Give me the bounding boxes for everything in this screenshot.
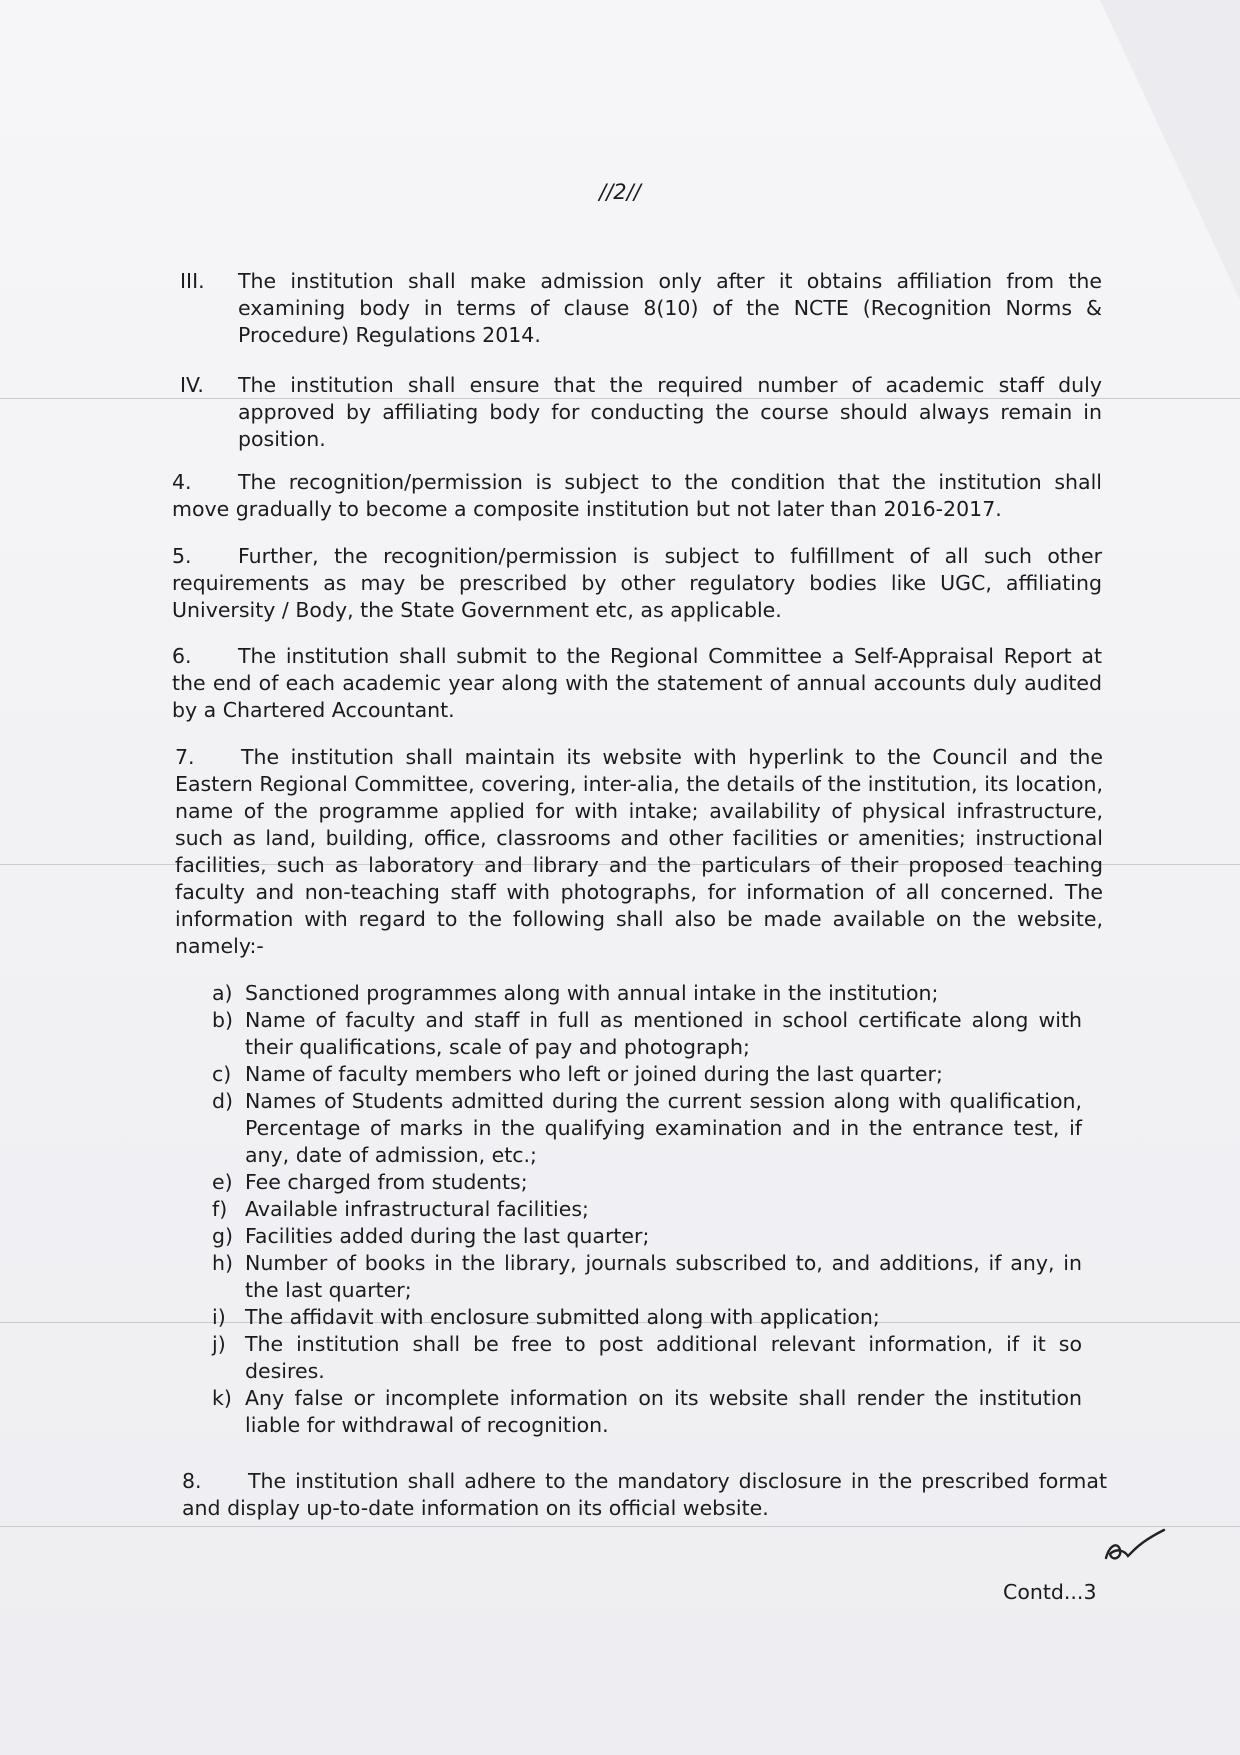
paragraph-number: 5. — [172, 544, 192, 568]
list-item: c) Name of faculty members who left or joined during the last quarter; — [212, 1062, 943, 1086]
folded-corner — [1100, 0, 1240, 300]
paragraph-text: Further, the recognition/permission is subject to fulfillment of all such other requirements as may be prescribed by other regulatory bodies like UGC, affiliating University / Body, the State Government etc, as applicable. — [172, 544, 1102, 622]
clause-number: IV. — [180, 373, 204, 397]
fold-line — [0, 1526, 1240, 1527]
paragraph-7 — [175, 744, 1103, 960]
clause-text: The institution shall make admission only after it obtains affiliation from the examining body in terms of clause 8(10) of the NCTE (Recognition Norms & Procedure) Regulations 2014. — [238, 269, 1102, 347]
list-item: g) Facilities added during the last quarter; — [212, 1224, 650, 1248]
list-item: h) Number of books in the library, journals subscribed to, and additions, if any, in the last quarter; — [212, 1251, 1082, 1302]
list-item: i) The affidavit with enclosure submitted along with application; — [212, 1305, 880, 1329]
continued-note: Contd...3 — [1003, 1580, 1097, 1604]
clause-text: The institution shall ensure that the required number of academic staff duly approved by affiliating body for conducting the course should always remain in position. — [238, 373, 1102, 451]
paragraph-number: 7. — [175, 745, 195, 769]
list-item: e) Fee charged from students; — [212, 1170, 528, 1194]
clause-number: III. — [180, 269, 205, 293]
list-item: f) Available infrastructural facilities; — [212, 1197, 589, 1221]
list-item: k) Any false or incomplete information on its website shall render the institution liable for withdrawal of recognition. — [212, 1386, 1082, 1437]
page-number: //2// — [599, 180, 641, 204]
list-item: a) Sanctioned programmes along with annual intake in the institution; — [212, 981, 939, 1005]
disclosure-list — [212, 980, 1082, 1450]
paragraph-number: 4. — [172, 470, 192, 494]
clause-iii — [180, 268, 1102, 349]
paragraph-8 — [182, 1468, 1107, 1522]
clause-iv — [180, 372, 1102, 453]
list-item: d) Names of Students admitted during the current session along with qualification, Percentage of marks in the qualifying examination and in the entrance test, if any, date of admission, etc.; — [212, 1089, 1082, 1167]
signature-mark — [1098, 1528, 1170, 1572]
paragraph-number: 8. — [182, 1469, 202, 1493]
paragraph-text: The institution shall maintain its website with hyperlink to the Council and the Eastern Regional Committee, covering, inter-alia, the details of the institution, its location, name of the programme applied for with intake; availability of physical infrastructure, such as land, building, office, classrooms and other facilities or amenities; instructional facilities, such as laboratory and library and the particulars of their proposed teaching faculty and non-teaching staff with photographs, for information of all concerned. The information with regard to the following shall also be made available on the website, namely:- — [175, 745, 1103, 958]
list-item: b) Name of faculty and staff in full as mentioned in school certificate along with their qualifications, scale of pay and photograph; — [212, 1008, 1082, 1059]
paragraph-6 — [172, 643, 1102, 724]
paragraph-5 — [172, 543, 1102, 624]
paragraph-text: The recognition/permission is subject to the condition that the institution shall move gradually to become a composite institution but not later than 2016-2017. — [172, 470, 1102, 521]
paragraph-number: 6. — [172, 644, 192, 668]
paragraph-text: The institution shall adhere to the mandatory disclosure in the prescribed format and display up-to-date information on its official website. — [182, 1469, 1107, 1520]
list-item: j) The institution shall be free to post additional relevant information, if it so desires. — [212, 1332, 1082, 1383]
paragraph-4 — [172, 469, 1102, 523]
paragraph-text: The institution shall submit to the Regional Committee a Self-Appraisal Report at the end of each academic year along with the statement of annual accounts duly audited by a Chartered Accountant. — [172, 644, 1102, 722]
